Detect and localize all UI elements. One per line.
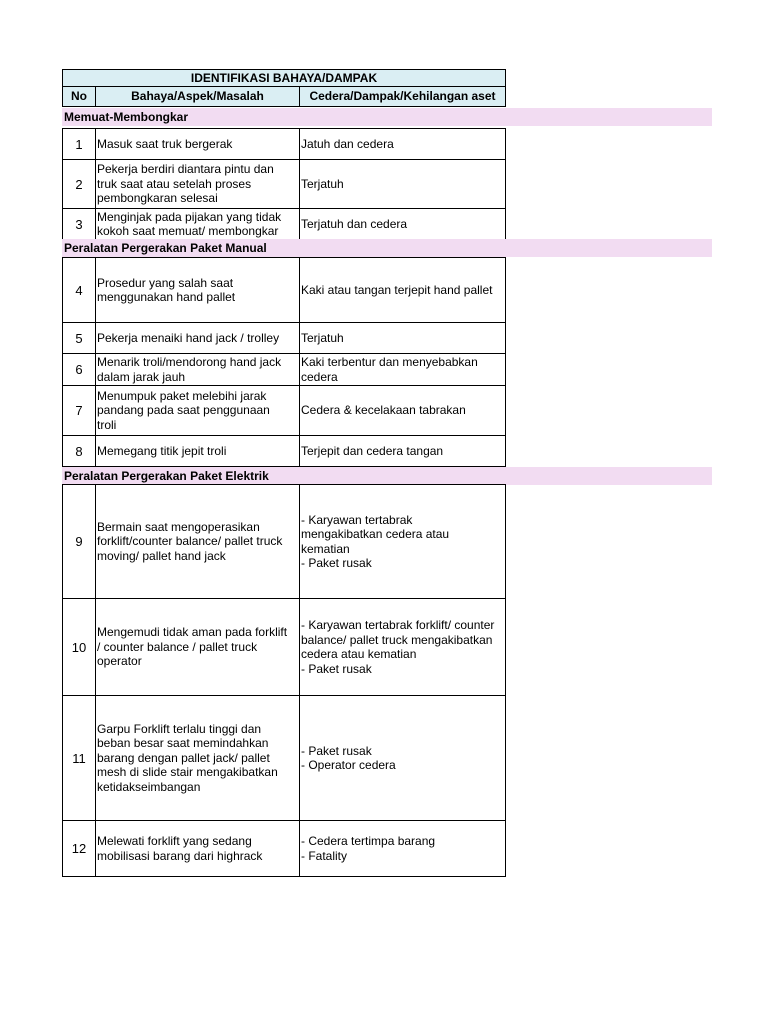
row-hazard: Masuk saat truk bergerak xyxy=(96,129,300,159)
row-hazard: Melewati forklift yang sedang mobilisasi barang dari highrack xyxy=(96,821,300,876)
table-row xyxy=(62,385,506,436)
table-row xyxy=(62,695,506,821)
row-no: 4 xyxy=(63,258,96,322)
header-hazard: Bahaya/Aspek/Masalah xyxy=(96,87,300,106)
table-row xyxy=(62,208,506,240)
row-no: 9 xyxy=(63,485,96,598)
row-no: 12 xyxy=(63,821,96,876)
row-effect: Kaki atau tangan terjepit hand pallet xyxy=(301,282,493,297)
row-no: 1 xyxy=(63,129,96,159)
row-effect: Terjatuh dan cedera xyxy=(301,216,408,231)
table-row xyxy=(62,435,506,467)
row-no: 6 xyxy=(63,354,96,385)
row-no: 8 xyxy=(63,436,96,466)
row-hazard: Mengemudi tidak aman pada forklift / counter balance / pallet truck operator xyxy=(96,599,300,695)
header-effect: Cedera/Dampak/Kehilangan aset xyxy=(309,89,496,103)
row-hazard: Prosedur yang salah saat menggunakan hand pallet xyxy=(96,258,300,322)
row-effect: Terjatuh xyxy=(301,176,344,191)
row-effect: Cedera & kecelakaan tabrakan xyxy=(301,403,466,418)
row-effect: Jatuh dan cedera xyxy=(301,136,394,151)
row-hazard: Bermain saat mengoperasikan forklift/counter balance/ pallet truck moving/ pallet hand jack xyxy=(96,485,300,598)
row-hazard: Menumpuk paket melebihi jarak pandang pada saat penggunaan troli xyxy=(96,386,300,435)
header-no: No xyxy=(63,87,96,106)
row-hazard: Pekerja berdiri diantara pintu dan truk saat atau setelah proses pembongkaran selesai xyxy=(96,160,300,208)
table-header-row xyxy=(62,87,506,107)
section-manual: Peralatan Pergerakan Paket Manual xyxy=(62,239,712,257)
row-no: 3 xyxy=(63,209,96,239)
row-hazard: Garpu Forklift terlalu tinggi dan beban besar saat memindahkan barang dengan pallet jack/ pallet mesh di slide stair mengakibatkan ketidakseimbangan xyxy=(96,696,300,820)
row-no: 2 xyxy=(63,160,96,208)
table-row xyxy=(62,322,506,354)
row-effect: Terjepit dan cedera tangan xyxy=(301,443,444,458)
row-effect: Kaki terbentur dan menyebabkan cedera xyxy=(301,355,478,384)
row-effect: - Karyawan tertabrak mengakibatkan cedera atau kematian - Paket rusak xyxy=(301,512,450,570)
row-hazard: Pekerja menaiki hand jack / trolley xyxy=(96,323,300,353)
table-title: IDENTIFIKASI BAHAYA/DAMPAK xyxy=(62,69,506,87)
table-row xyxy=(62,128,506,160)
table-row xyxy=(62,353,506,386)
row-effect: - Cedera tertimpa barang - Fatality xyxy=(301,834,436,863)
table-row xyxy=(62,598,506,696)
table-row xyxy=(62,159,506,209)
row-no: 11 xyxy=(63,696,96,820)
row-hazard: Menarik troli/mendorong hand jack dalam jarak jauh xyxy=(96,354,300,385)
row-effect: - Karyawan tertabrak forklift/ counter balance/ pallet truck mengakibatkan cedera atau kematian - Paket rusak xyxy=(301,618,495,676)
row-effect: - Paket rusak - Operator cedera xyxy=(301,743,396,772)
row-effect: Terjatuh xyxy=(301,330,344,345)
row-no: 10 xyxy=(63,599,96,695)
row-no: 7 xyxy=(63,386,96,435)
section-loading: Memuat-Membongkar xyxy=(62,108,712,126)
row-hazard: Memegang titik jepit troli xyxy=(96,436,300,466)
row-hazard: Menginjak pada pijakan yang tidak kokoh saat memuat/ membongkar xyxy=(96,209,300,239)
table-row xyxy=(62,820,506,877)
row-no: 5 xyxy=(63,323,96,353)
table-row xyxy=(62,484,506,599)
table-row xyxy=(62,257,506,323)
section-electric: Peralatan Pergerakan Paket Elektrik xyxy=(62,467,712,485)
